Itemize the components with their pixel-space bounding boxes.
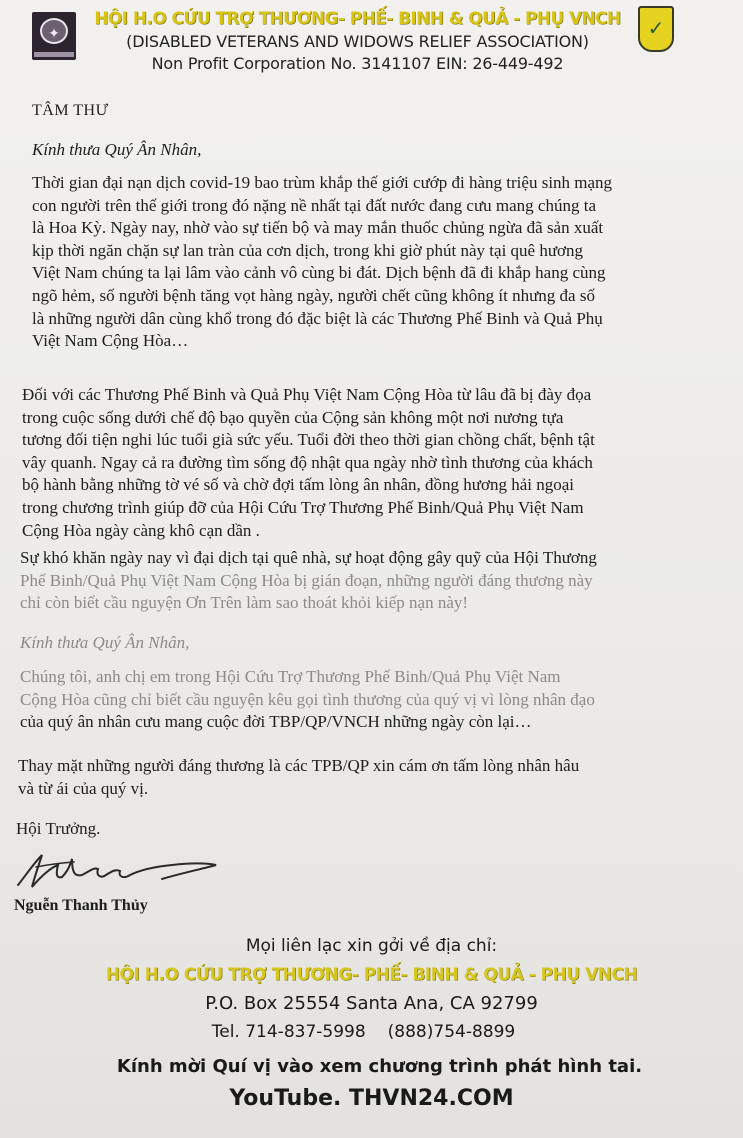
header-org-name: HỘI H.O CỨU TRỢ THƯƠNG- PHẾ- BINH & QUẢ - PHỤ VNCH: [94, 9, 621, 29]
signer-name: Nguễn Thanh Thủy: [14, 897, 148, 914]
paragraph-5: [18, 755, 708, 800]
letter-greeting-2: Kính thưa Quý Ân Nhân,: [20, 633, 190, 652]
header-english-name: (DISABLED VETERANS AND WIDOWS RELIEF ASSOCIATION): [126, 32, 589, 51]
paragraph-line: Đối với các Thương Phế Binh và Quả Phụ Việt Nam Cộng Hòa từ lâu đã bị đày đọa: [22, 385, 592, 404]
contact-org-name: HỘI H.O CỨU TRỢ THƯƠNG- PHẾ- BINH & QUẢ - PHỤ VNCH: [105, 965, 638, 985]
contact-phones: [0, 1022, 735, 1042]
paragraph-line: Sự khó khăn ngày nay vì đại dịch tại quê nhà, sự hoạt động gây quỹ của Hội Thương: [20, 548, 597, 567]
contact-phone-2: (888)754-8899: [387, 1022, 516, 1042]
paragraph-line: Cộng Hòa cũng chỉ biết cầu nguyện kêu gọi tình thương của quý vị vì lòng nhân đạo: [20, 689, 595, 709]
letter-greeting: Kính thưa Quý Ân Nhân,: [32, 140, 202, 159]
header-nonprofit-info: Non Profit Corporation No. 3141107 EIN: 26-449-492: [151, 54, 564, 73]
paragraph-line: Phế Binh/Quả Phụ Việt Nam Cộng Hòa bị gián đoạn, những người đáng thương này: [20, 570, 593, 590]
contact-po-box: P.O. Box 25554 Santa Ana, CA 92799: [205, 993, 538, 1014]
paragraph-line: trong cuộc sống dưới chế độ bạo quyền của Cộng sản không một nơi nương tựa: [22, 407, 564, 427]
paragraph-1: [32, 172, 722, 353]
paragraph-line: và từ ái của quý vị.: [18, 778, 149, 798]
paragraph-line: con người trên thế giới trong đó nặng nề nhất tại đất nước đang cưu mang chúng ta: [32, 195, 596, 215]
paragraph-line: tương đối tiện nghi lúc tuổi già sức yếu. Tuổi đời theo thời gian chồng chất, bệnh tật: [22, 430, 595, 450]
paragraph-line: Thời gian đại nạn dịch covid-19 bao trùm khắp thế giới cướp đi hàng triệu sinh mạng: [32, 173, 613, 192]
signer-role: Hội Trưởng.: [16, 819, 101, 838]
paragraph-line: Việt Nam chúng ta lại lâm vào cảnh vô cùng bi đát. Dịch bệnh đã đi khắp hang cùng: [32, 263, 606, 283]
paragraph-line: chỉ còn biết cầu nguyện Ơn Trên làm sao thoát khỏi kiếp nạn này!: [20, 593, 469, 613]
letter-title: TÂM THƯ: [32, 102, 109, 119]
paragraph-line: ngõ hẻm, số người bệnh tăng vọt hàng ngày, người chết cũng không ít nhưng đa số: [32, 285, 595, 305]
paragraph-line: của quý ân nhân cưu mang cuộc đời TBP/QP/VNCH những ngày còn lại…: [20, 712, 532, 732]
handwritten-signature: [12, 845, 222, 895]
paragraph-line: là Hoa Kỳ. Ngày nay, nhờ vào sự tiến bộ và may mắn thuốc chủng ngừa đã sản xuất: [32, 218, 604, 238]
veterans-shield-icon: ✓: [638, 6, 674, 52]
paragraph-3: [20, 547, 710, 615]
paragraph-line: Cộng Hòa ngày càng khô cạn dần .: [22, 520, 260, 540]
contact-invite: Kính mời Quí vị vào xem chương trình phát hình tai.: [116, 1056, 643, 1077]
paragraph-line: Chúng tôi, anh chị em trong Hội Cứu Trợ Thương Phế Binh/Quả Phụ Việt Nam: [20, 667, 561, 686]
paragraph-line: là những người dân cùng khổ trong đó đặc biệt là các Thương Phế Binh và Quả Phụ: [32, 308, 603, 328]
contact-intro: Mọi liên lạc xin gởi về địa chỉ:: [245, 936, 498, 956]
paragraph-2: [22, 384, 712, 542]
paragraph-line: Việt Nam Cộng Hòa…: [32, 331, 189, 351]
paragraph-4: [20, 666, 710, 734]
contact-phone: Tel. 714-837-5998: [211, 1022, 366, 1042]
contact-youtube: YouTube. THVN24.COM: [229, 1086, 514, 1111]
paragraph-line: vây quanh. Ngay cả ra đường tìm sống độ nhật qua ngày nhờ tình thương của khách: [22, 452, 593, 472]
paragraph-line: Thay mặt những người đáng thương là các TPB/QP xin cám ơn tấm lòng nhân hâu: [18, 756, 580, 775]
paragraph-line: bộ hành bằng những tờ vé số và chờ đợi tấm lòng ân nhân, đồng hương hải ngoại: [22, 475, 575, 495]
paragraph-line: kịp thời ngăn chặn sự lan tràn của cơn dịch, trong khi giờ phút này tại quê hương: [32, 240, 584, 260]
paragraph-line: trong chương trình giúp đỡ của Hội Cứu Trợ Thương Phế Binh/Quả Phụ Việt Nam: [22, 497, 584, 517]
association-emblem-icon: ✦: [32, 12, 76, 60]
